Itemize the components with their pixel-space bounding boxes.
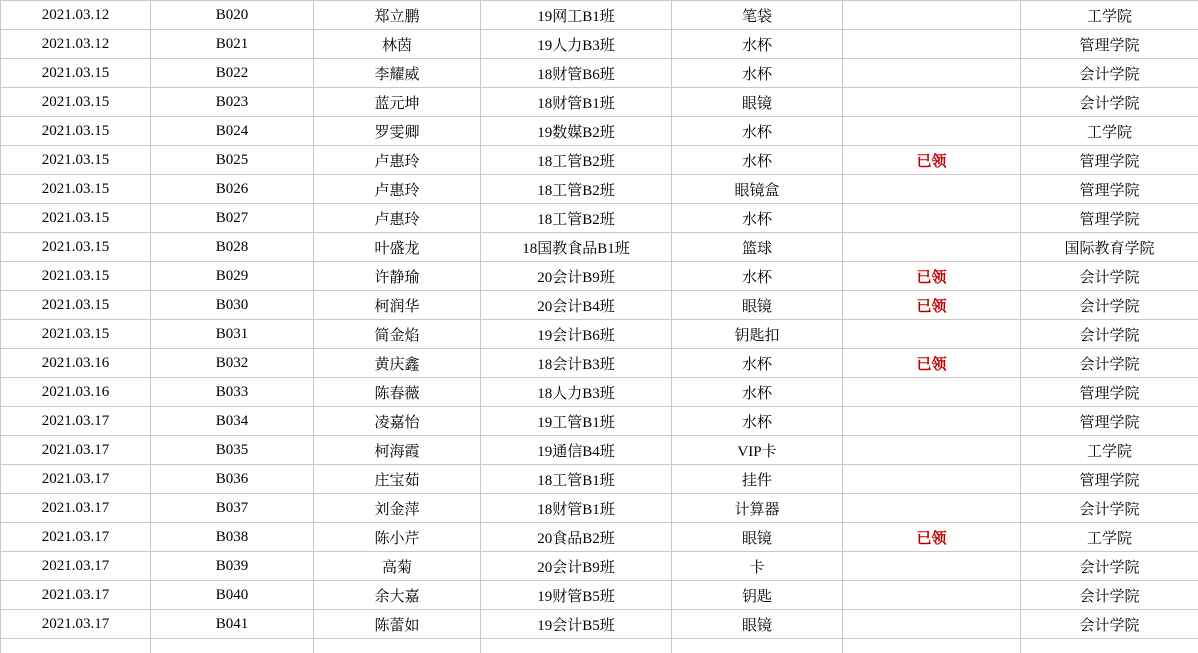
cell-name: 郑立鹏	[314, 1, 481, 30]
cell-class: 18财管B1班	[481, 494, 672, 523]
cell-status	[843, 117, 1021, 146]
cell-date: 2021.03.17	[1, 610, 151, 639]
cell-class: 19通信B4班	[481, 436, 672, 465]
cell-date: 2021.03.15	[1, 233, 151, 262]
cell-code: B020	[151, 1, 314, 30]
cell-date: 2021.03.15	[1, 175, 151, 204]
cell-empty	[151, 639, 314, 653]
cell-code: B025	[151, 146, 314, 175]
cell-date: 2021.03.15	[1, 204, 151, 233]
cell-item: 钥匙	[672, 581, 843, 610]
cell-date: 2021.03.15	[1, 320, 151, 349]
cell-status	[843, 88, 1021, 117]
cell-item: 水杯	[672, 30, 843, 59]
cell-date: 2021.03.15	[1, 146, 151, 175]
cell-name: 罗雯卿	[314, 117, 481, 146]
cell-dept: 管理学院	[1021, 30, 1198, 59]
cell-status	[843, 610, 1021, 639]
cell-status	[843, 581, 1021, 610]
cell-class: 18工管B1班	[481, 465, 672, 494]
cell-dept: 会计学院	[1021, 581, 1198, 610]
cell-status: 已领	[843, 523, 1021, 552]
cell-date: 2021.03.17	[1, 407, 151, 436]
cell-status	[843, 436, 1021, 465]
cell-status	[843, 494, 1021, 523]
cell-dept: 会计学院	[1021, 88, 1198, 117]
cell-name: 卢惠玲	[314, 146, 481, 175]
cell-code: B024	[151, 117, 314, 146]
cell-class: 20食品B2班	[481, 523, 672, 552]
cell-name: 卢惠玲	[314, 204, 481, 233]
cell-name: 许静瑜	[314, 262, 481, 291]
cell-date: 2021.03.17	[1, 436, 151, 465]
cell-status	[843, 465, 1021, 494]
cell-code: B027	[151, 204, 314, 233]
cell-class: 18财管B1班	[481, 88, 672, 117]
table-row	[1, 59, 1198, 88]
table-row	[1, 407, 1198, 436]
cell-class: 19会计B6班	[481, 320, 672, 349]
cell-class: 19财管B5班	[481, 581, 672, 610]
cell-code: B021	[151, 30, 314, 59]
cell-dept: 工学院	[1021, 117, 1198, 146]
cell-status	[843, 378, 1021, 407]
cell-class: 19数媒B2班	[481, 117, 672, 146]
cell-status: 已领	[843, 349, 1021, 378]
cell-class: 19工管B1班	[481, 407, 672, 436]
cell-code: B032	[151, 349, 314, 378]
cell-name: 卢惠玲	[314, 175, 481, 204]
table-row	[1, 523, 1198, 552]
cell-item: 笔袋	[672, 1, 843, 30]
cell-item: 计算器	[672, 494, 843, 523]
cell-name: 蓝元坤	[314, 88, 481, 117]
cell-code: B035	[151, 436, 314, 465]
cell-name: 简金焰	[314, 320, 481, 349]
cell-dept: 管理学院	[1021, 175, 1198, 204]
cell-class: 18工管B2班	[481, 175, 672, 204]
cell-code: B026	[151, 175, 314, 204]
cell-item: 眼镜	[672, 523, 843, 552]
cell-name: 高菊	[314, 552, 481, 581]
cell-item: 水杯	[672, 262, 843, 291]
cell-status	[843, 233, 1021, 262]
cell-code: B036	[151, 465, 314, 494]
cell-date: 2021.03.16	[1, 349, 151, 378]
cell-dept: 工学院	[1021, 523, 1198, 552]
cell-item: 水杯	[672, 349, 843, 378]
cell-code: B040	[151, 581, 314, 610]
cell-class: 19网工B1班	[481, 1, 672, 30]
cell-name: 黄庆鑫	[314, 349, 481, 378]
cell-status	[843, 59, 1021, 88]
cell-class: 18工管B2班	[481, 204, 672, 233]
table-row	[1, 465, 1198, 494]
cell-item: VIP卡	[672, 436, 843, 465]
cell-name: 凌嘉怡	[314, 407, 481, 436]
cell-empty	[1, 639, 151, 653]
cell-item: 卡	[672, 552, 843, 581]
table-row	[1, 146, 1198, 175]
cell-code: B038	[151, 523, 314, 552]
table-body	[1, 1, 1198, 653]
cell-date: 2021.03.15	[1, 291, 151, 320]
cell-item: 眼镜盒	[672, 175, 843, 204]
cell-class: 20会计B9班	[481, 552, 672, 581]
cell-dept: 会计学院	[1021, 349, 1198, 378]
table-row	[1, 378, 1198, 407]
cell-empty	[1021, 639, 1198, 653]
cell-name: 叶盛龙	[314, 233, 481, 262]
cell-class: 19会计B5班	[481, 610, 672, 639]
cell-code: B031	[151, 320, 314, 349]
cell-class: 18工管B2班	[481, 146, 672, 175]
cell-code: B023	[151, 88, 314, 117]
table-row	[1, 1, 1198, 30]
cell-name: 余大嘉	[314, 581, 481, 610]
cell-name: 柯海霞	[314, 436, 481, 465]
cell-item: 挂件	[672, 465, 843, 494]
table-row	[1, 117, 1198, 146]
cell-name: 柯润华	[314, 291, 481, 320]
cell-status	[843, 552, 1021, 581]
cell-code: B039	[151, 552, 314, 581]
cell-name: 刘金萍	[314, 494, 481, 523]
cell-status	[843, 320, 1021, 349]
cell-dept: 会计学院	[1021, 262, 1198, 291]
cell-status	[843, 175, 1021, 204]
cell-class: 18国教食品B1班	[481, 233, 672, 262]
cell-empty	[314, 639, 481, 653]
cell-code: B033	[151, 378, 314, 407]
cell-name: 陈蕾如	[314, 610, 481, 639]
cell-status: 已领	[843, 291, 1021, 320]
cell-item: 水杯	[672, 146, 843, 175]
cell-item: 眼镜	[672, 291, 843, 320]
cell-date: 2021.03.17	[1, 552, 151, 581]
cell-dept: 会计学院	[1021, 291, 1198, 320]
cell-dept: 管理学院	[1021, 407, 1198, 436]
table-row	[1, 88, 1198, 117]
table-row	[1, 552, 1198, 581]
cell-code: B041	[151, 610, 314, 639]
cell-date: 2021.03.15	[1, 117, 151, 146]
cell-class: 18人力B3班	[481, 378, 672, 407]
cell-date: 2021.03.17	[1, 581, 151, 610]
cell-dept: 工学院	[1021, 1, 1198, 30]
cell-dept: 会计学院	[1021, 59, 1198, 88]
cell-code: B028	[151, 233, 314, 262]
cell-item: 钥匙扣	[672, 320, 843, 349]
cell-status	[843, 1, 1021, 30]
cell-name: 庄宝茹	[314, 465, 481, 494]
cell-name: 陈小芹	[314, 523, 481, 552]
cell-item: 眼镜	[672, 88, 843, 117]
cell-date: 2021.03.12	[1, 1, 151, 30]
cell-code: B029	[151, 262, 314, 291]
table-row	[1, 175, 1198, 204]
cell-dept: 工学院	[1021, 436, 1198, 465]
cell-date: 2021.03.12	[1, 30, 151, 59]
cell-name: 林茵	[314, 30, 481, 59]
table-row	[1, 320, 1198, 349]
cell-date: 2021.03.15	[1, 59, 151, 88]
cell-dept: 会计学院	[1021, 552, 1198, 581]
cell-class: 19人力B3班	[481, 30, 672, 59]
table-row	[1, 262, 1198, 291]
table-row	[1, 581, 1198, 610]
cell-dept: 管理学院	[1021, 146, 1198, 175]
cell-date: 2021.03.15	[1, 262, 151, 291]
table-row	[1, 639, 1198, 653]
cell-empty	[481, 639, 672, 653]
cell-class: 20会计B4班	[481, 291, 672, 320]
table-row	[1, 30, 1198, 59]
cell-date: 2021.03.17	[1, 494, 151, 523]
cell-date: 2021.03.17	[1, 523, 151, 552]
cell-dept: 管理学院	[1021, 204, 1198, 233]
table-row	[1, 349, 1198, 378]
cell-dept: 管理学院	[1021, 378, 1198, 407]
cell-code: B037	[151, 494, 314, 523]
cell-item: 水杯	[672, 204, 843, 233]
cell-empty	[672, 639, 843, 653]
table-row	[1, 610, 1198, 639]
cell-dept: 国际教育学院	[1021, 233, 1198, 262]
cell-class: 18财管B6班	[481, 59, 672, 88]
cell-code: B034	[151, 407, 314, 436]
cell-name: 李耀威	[314, 59, 481, 88]
table-row	[1, 233, 1198, 262]
table-row	[1, 291, 1198, 320]
cell-status	[843, 204, 1021, 233]
cell-item: 水杯	[672, 378, 843, 407]
cell-code: B022	[151, 59, 314, 88]
cell-class: 18会计B3班	[481, 349, 672, 378]
cell-status	[843, 407, 1021, 436]
cell-dept: 会计学院	[1021, 494, 1198, 523]
cell-item: 水杯	[672, 407, 843, 436]
cell-dept: 管理学院	[1021, 465, 1198, 494]
cell-date: 2021.03.17	[1, 465, 151, 494]
cell-empty	[843, 639, 1021, 653]
cell-name: 陈春薇	[314, 378, 481, 407]
cell-dept: 会计学院	[1021, 610, 1198, 639]
table-row	[1, 436, 1198, 465]
cell-item: 水杯	[672, 117, 843, 146]
cell-item: 水杯	[672, 59, 843, 88]
table-row	[1, 204, 1198, 233]
table-row	[1, 494, 1198, 523]
cell-item: 篮球	[672, 233, 843, 262]
cell-item: 眼镜	[672, 610, 843, 639]
cell-class: 20会计B9班	[481, 262, 672, 291]
cell-date: 2021.03.15	[1, 88, 151, 117]
cell-dept: 会计学院	[1021, 320, 1198, 349]
cell-code: B030	[151, 291, 314, 320]
cell-status: 已领	[843, 262, 1021, 291]
cell-status: 已领	[843, 146, 1021, 175]
cell-status	[843, 30, 1021, 59]
cell-date: 2021.03.16	[1, 378, 151, 407]
